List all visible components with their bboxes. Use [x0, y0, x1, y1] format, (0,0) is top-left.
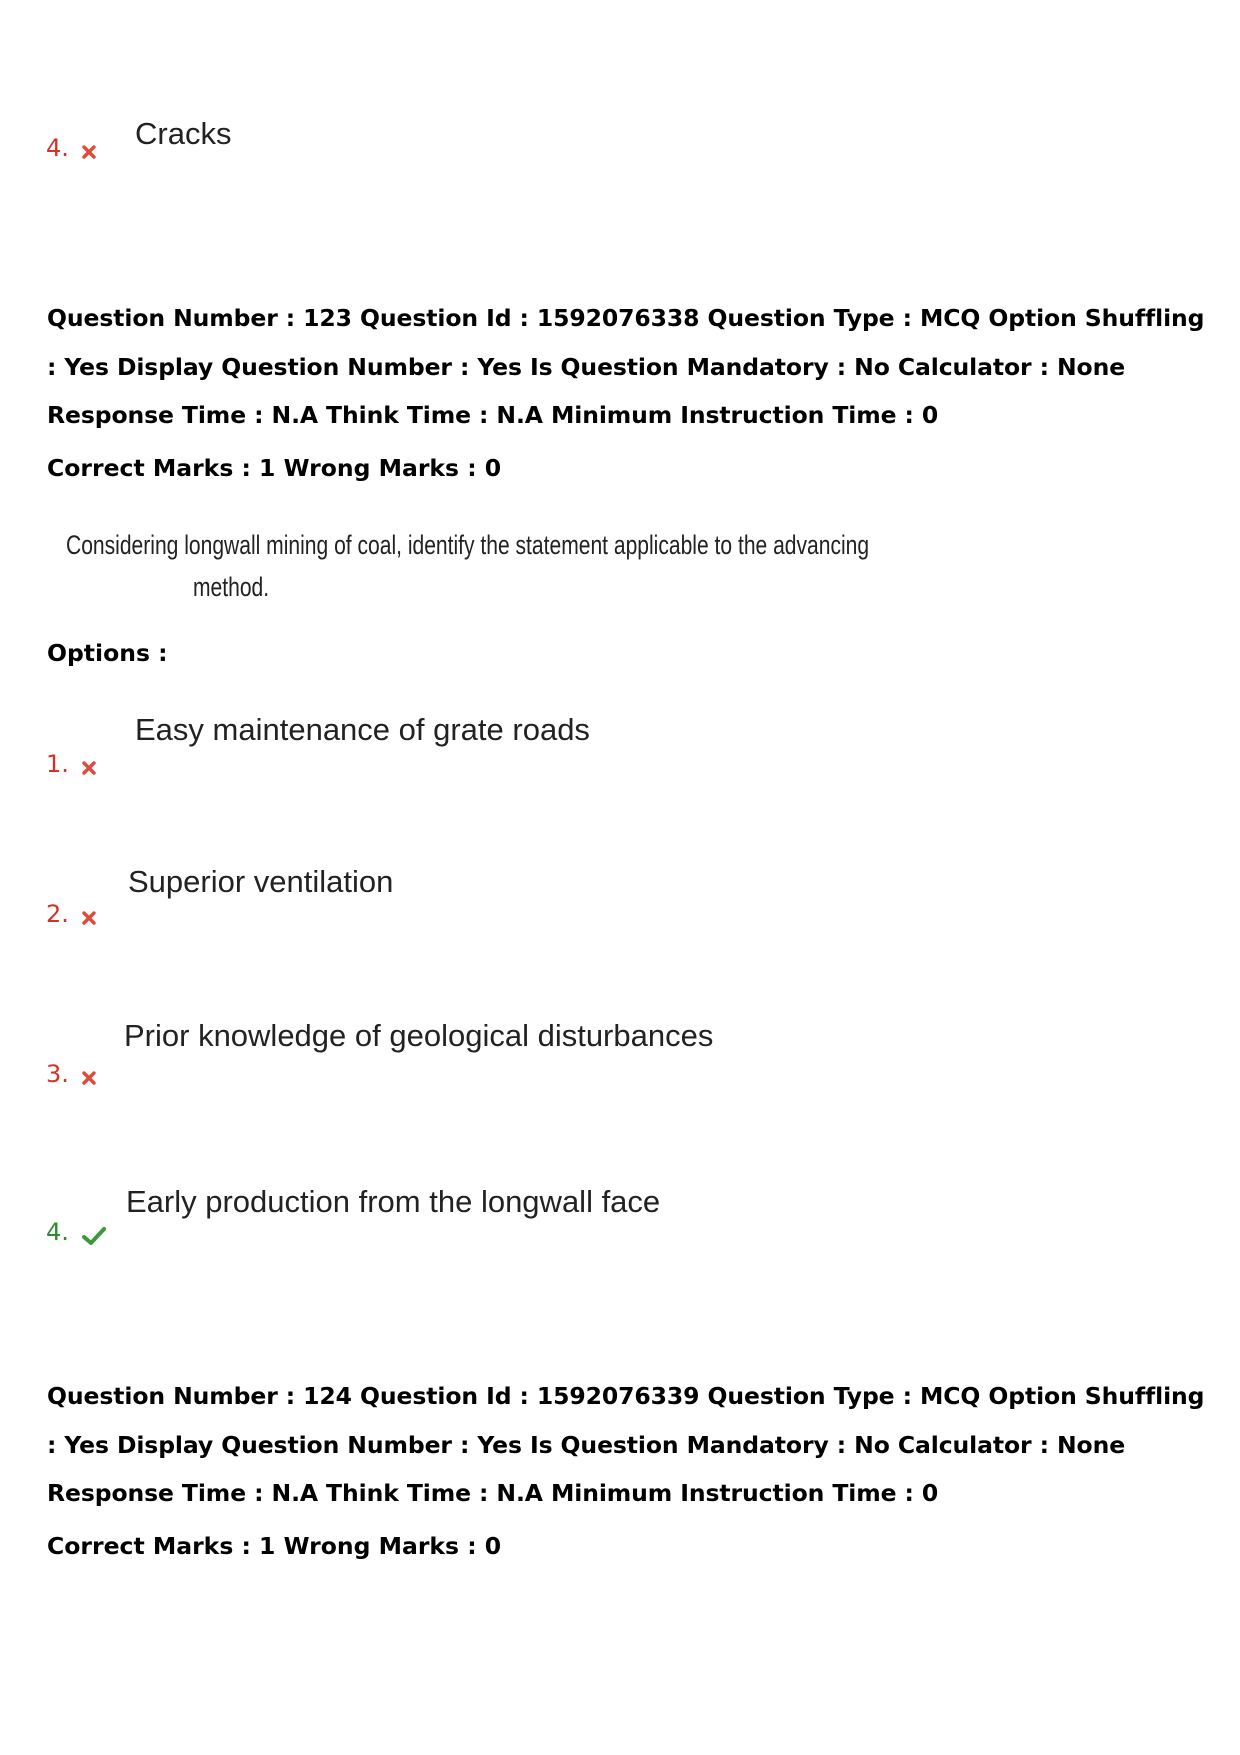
option-3-text: Prior knowledge of geological disturbances — [124, 1018, 714, 1053]
option-number: 3. — [46, 1060, 69, 1088]
question-123-text-line2: method. — [193, 572, 270, 602]
question-123-marks: Correct Marks : 1 Wrong Marks : 0 — [47, 454, 502, 482]
cross-icon — [82, 911, 96, 925]
prev-option-4-marker — [46, 134, 96, 162]
question-123-text-line1: Considering longwall mining of coal, identify the statement applicable to the advancing — [66, 530, 870, 560]
option-1-text: Easy maintenance of grate roads — [135, 712, 590, 747]
option-4-text: Early production from the longwall face — [126, 1184, 661, 1219]
options-label: Options : — [47, 639, 168, 667]
option-2-text: Superior ventilation — [128, 864, 394, 899]
option-4-marker — [46, 1218, 106, 1246]
option-2-marker — [46, 900, 96, 928]
option-number: 2. — [46, 900, 69, 928]
question-123-meta: Question Number : 123 Question Id : 1592076338 Question Type : MCQ Option Shuffling : Yes Display Question Number : Yes Is Question Mandatory : No Calculator : None Response Time : N.A Think Time : N.A Minimum Instruction Time : 0 — [47, 304, 1205, 429]
cross-icon — [82, 1071, 96, 1085]
option-1-marker — [46, 750, 96, 778]
cross-icon — [82, 145, 96, 159]
question-124-marks: Correct Marks : 1 Wrong Marks : 0 — [47, 1532, 502, 1560]
check-icon — [82, 1226, 106, 1246]
cross-icon — [82, 761, 96, 775]
question-124-meta: Question Number : 124 Question Id : 1592076339 Question Type : MCQ Option Shuffling : Yes Display Question Number : Yes Is Question Mandatory : No Calculator : None Response Time : N.A Think Time : N.A Minimum Instruction Time : 0 — [47, 1382, 1205, 1507]
option-number: 4. — [46, 1218, 69, 1246]
option-3-marker — [46, 1060, 96, 1088]
option-number: 4. — [46, 134, 69, 162]
prev-option-4-text: Cracks — [135, 116, 232, 151]
option-number: 1. — [46, 750, 69, 778]
